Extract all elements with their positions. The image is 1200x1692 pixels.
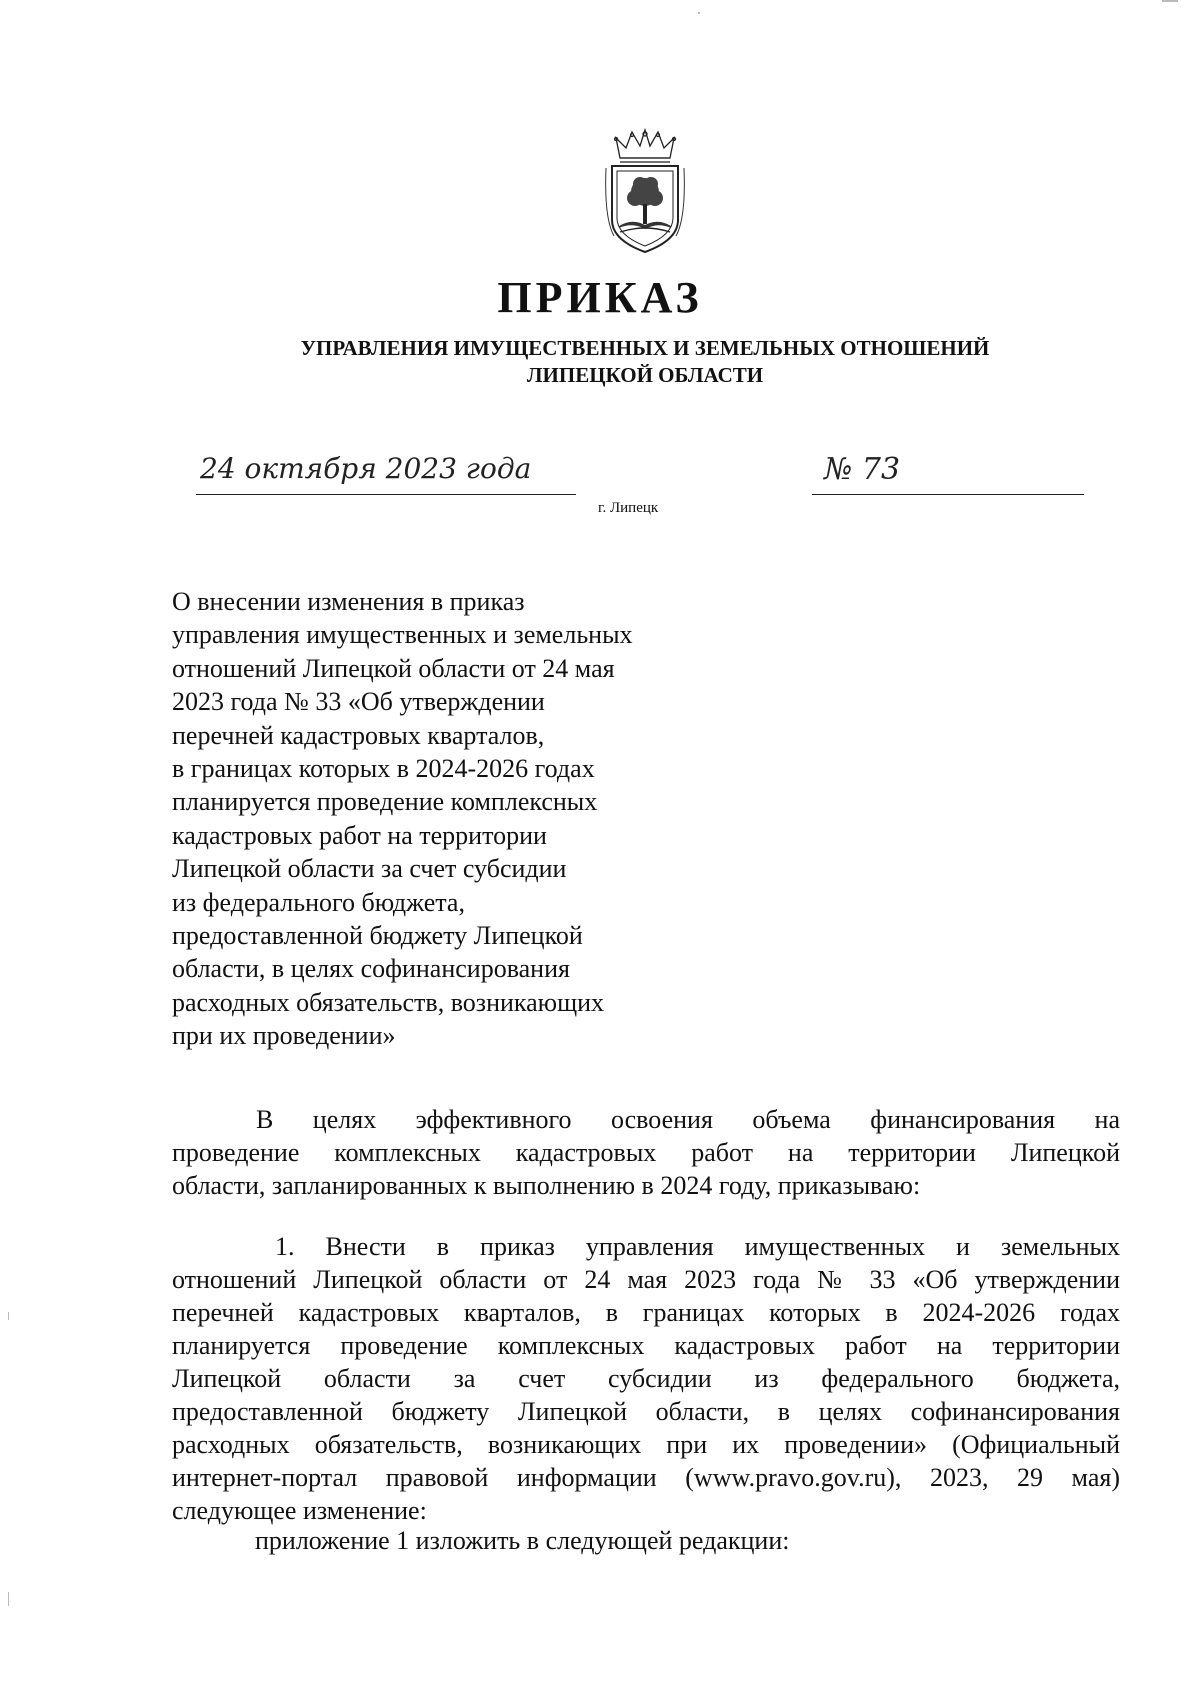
subject-line: 2023 года № 33 «Об утверждении [172, 687, 545, 717]
coat-of-arms-icon [602, 128, 688, 258]
paragraph-line: следующее изменение: [172, 1496, 427, 1525]
order-subject [172, 585, 692, 1053]
scan-artifact [698, 12, 700, 14]
subject-line: управления имущественных и земельных [172, 620, 633, 650]
order-number-handwritten: № 73 [824, 452, 901, 487]
paragraph-line: планируется проведение комплексных кадастровых работ на территории [172, 1331, 1120, 1360]
subject-line: из федерального бюджета, [172, 887, 465, 917]
subject-line: Липецкой области за счет субсидии [172, 854, 567, 884]
authority-line: УПРАВЛЕНИЯ ИМУЩЕСТВЕННЫХ И ЗЕМЕЛЬНЫХ ОТНОШЕНИЙ [300, 336, 990, 360]
subject-line: в границах которых в 2024-2026 годах [172, 754, 595, 784]
scan-artifact [8, 1312, 9, 1320]
subject-line: перечней кадастровых кварталов, [172, 720, 545, 750]
item-1-paragraph [172, 1230, 1120, 1527]
number-underline [812, 494, 1084, 495]
paragraph-line: расходных обязательств, возникающих при их проведении» (Официальный [172, 1430, 1120, 1459]
paragraph-line: 1. Внести в приказ управления имущественных и земельных [275, 1232, 1120, 1261]
subject-line: планируется проведение комплексных [172, 787, 598, 817]
date-underline [196, 494, 576, 495]
order-date-handwritten: 24 октября 2023 года [200, 452, 532, 485]
subject-line: кадастровых работ на территории [172, 820, 547, 850]
subject-line: области, в целях софинансирования [172, 954, 570, 984]
paragraph-line: приложение 1 изложить в следующей редакции: [255, 1526, 790, 1555]
authority-line: ЛИПЕЦКОЙ ОБЛАСТИ [526, 363, 764, 387]
scan-artifact [8, 1592, 9, 1606]
paragraph-line: Липецкой области за счет субсидии из федерального бюджета, [172, 1364, 1120, 1393]
paragraph-line: предоставленной бюджету Липецкой области, в целях софинансирования [172, 1397, 1120, 1426]
paragraph-line: В целях эффективного освоения объема финансирования на [256, 1105, 1120, 1134]
subject-line: при их проведении» [172, 1021, 396, 1051]
subject-line: отношений Липецкой области от 24 мая [172, 653, 615, 683]
place-of-issue: г. Липецк [598, 500, 659, 516]
paragraph-line: проведение комплексных кадастровых работ на территории Липецкой [172, 1138, 1120, 1167]
document-type-title: ПРИКАЗ [497, 273, 703, 322]
paragraph-line: области, запланированных к выполнению в 2024 году, приказываю: [172, 1171, 921, 1200]
issuing-authority [0, 335, 1200, 389]
paragraph-line: интернет-портал правовой информации (www.pravo.gov.ru), 2023, 29 мая) [172, 1463, 1120, 1492]
scan-artifact [1162, 0, 1178, 2]
subject-line: О внесении изменения в приказ [172, 587, 525, 616]
paragraph-line: отношений Липецкой области от 24 мая 2023 года № 33 «Об утверждении [172, 1265, 1120, 1294]
paragraph-line: перечней кадастровых кварталов, в границах которых в 2024-2026 годах [172, 1298, 1120, 1327]
preamble-paragraph [172, 1103, 1120, 1202]
subject-line: расходных обязательств, возникающих [172, 987, 605, 1017]
subject-line: предоставленной бюджету Липецкой [172, 921, 583, 951]
annex-paragraph [255, 1524, 1200, 1557]
